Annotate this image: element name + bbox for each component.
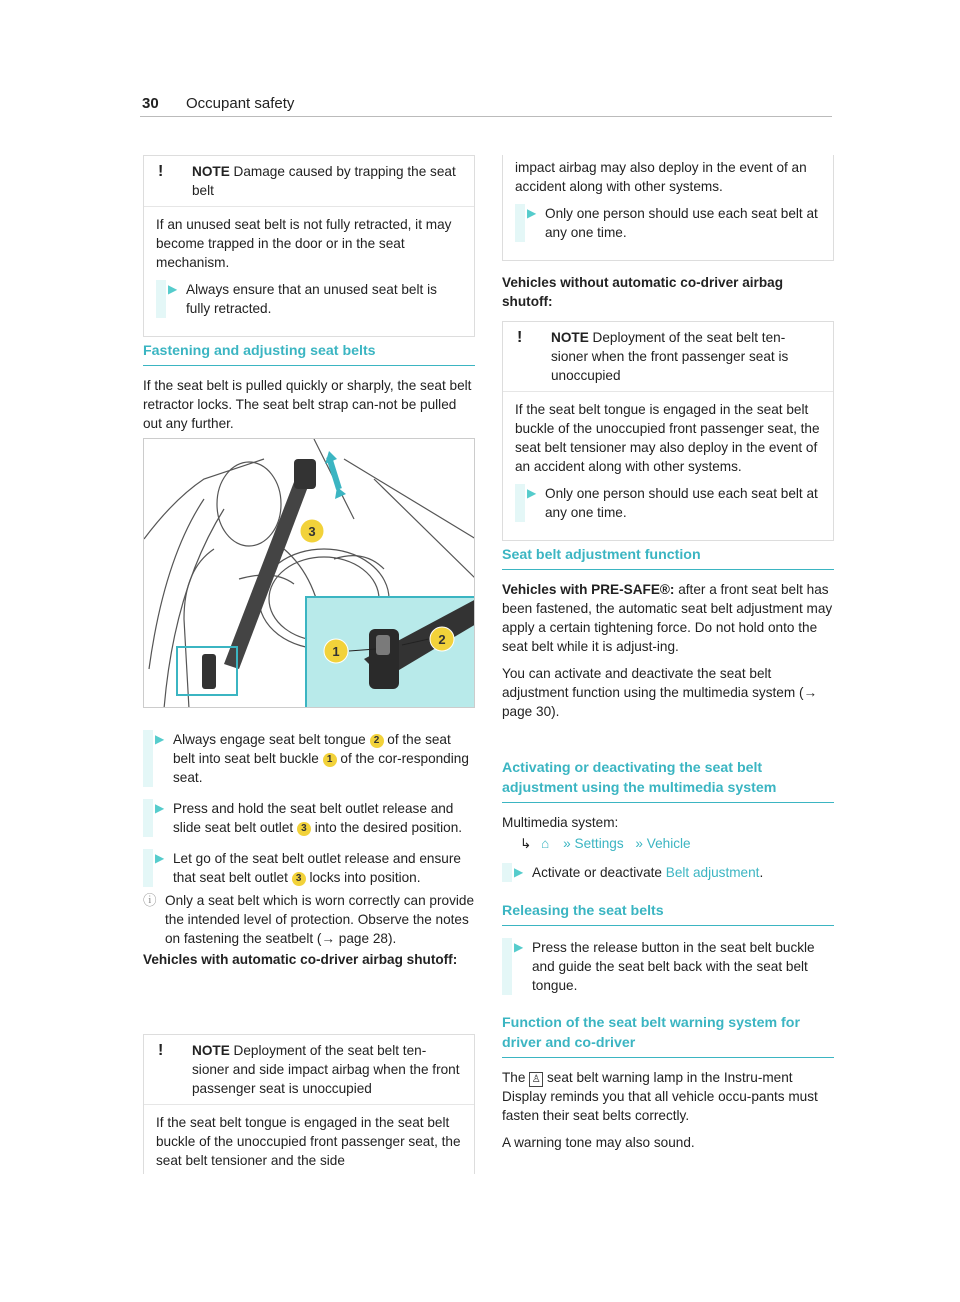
step-engage: ▶ Always engage seat belt tongue 2 of the seat belt into seat belt buckle 1 of the cor-responding seat. <box>143 730 475 787</box>
step: ▶ Only one person should use each seat belt at any one time. <box>515 484 821 522</box>
left-column <box>143 155 475 337</box>
home-icon[interactable]: ⌂ <box>541 836 550 851</box>
menu-vehicle[interactable]: Vehicle <box>646 836 691 851</box>
callout-2: 2 <box>438 632 446 647</box>
callout-3: 3 <box>308 524 316 539</box>
info-icon: ⓘ <box>143 893 157 908</box>
page-number: 30 <box>142 95 159 112</box>
callout-1: 1 <box>332 644 340 659</box>
note-body: If the seat belt tongue is engaged in the seat belt buckle of the unoccupied front passenger seat, the seat belt tensioner and the side <box>156 1115 461 1168</box>
note-body: If an unused seat belt is not fully retracted, it may become trapped in the door or in the seat mechanism. <box>156 217 452 270</box>
corner-arrow-icon: ↳ <box>520 836 532 851</box>
intro-paragraph: If the seat belt is pulled quickly or sharply, the seat belt retractor locks. The seat belt strap can-not be pulled out any further. <box>143 378 472 431</box>
note-label: NOTE <box>192 164 230 179</box>
play-arrow-icon: ▶ <box>527 206 537 220</box>
step-activate: ▶ Activate or deactivate Belt adjustment. <box>502 863 834 882</box>
right-column <box>502 155 834 541</box>
play-arrow-icon: ▶ <box>155 851 165 865</box>
play-arrow-icon: ▶ <box>514 940 524 954</box>
note-heading: Damage caused by trapping the seat belt <box>192 164 456 198</box>
warning-icon: ! <box>517 329 523 346</box>
play-arrow-icon: ▶ <box>168 282 178 296</box>
chevrons-icon: » <box>635 836 643 851</box>
tip: ⓘ Only a seat belt which is worn correctly can provide the intended level of protection. Observe the notes on fastening the seatbelt (→ page 28). <box>143 893 475 946</box>
menu-path <box>502 834 834 853</box>
chevrons-icon: » <box>563 836 571 851</box>
step: ▶ Always ensure that an unused seat belt is fully retracted. <box>156 280 462 318</box>
note-deployment: ! NOTE Deployment of the seat belt ten-sioner and side impact airbag when the front passenger seat is unoccupied If the seat belt tongue is engaged in the seat belt buckle of the unoccupied front passenger seat, the seat belt tensioner and the side <box>143 1034 475 1174</box>
play-arrow-icon: ▶ <box>514 865 524 879</box>
belt-adjustment-link[interactable]: Belt adjustment <box>665 865 760 880</box>
note-continued: impact airbag may also deploy in the event of an accident along with other systems. ▶ Only one person should use each seat belt at any one time. <box>502 155 834 261</box>
note-trapping <box>143 155 475 337</box>
step-slide: ▶ Press and hold the seat belt outlet release and slide seat belt outlet 3 into the desired position. <box>143 799 475 837</box>
seat-belt-warning-icon: ♙ <box>529 1072 543 1087</box>
section-title: Fastening and adjusting seat belts <box>143 341 475 366</box>
menu-settings[interactable]: Settings <box>574 836 624 851</box>
step: ▶ Only one person should use each seat belt at any one time. <box>515 204 821 242</box>
note-tensioner: ! NOTE Deployment of the seat belt ten-sioner when the front passenger seat is unoccupied If the seat belt tongue is engaged in the seat belt buckle of the unoccupied front passenger seat, the seat belt tensioner may also deploy in the event of an accident along with other systems. ▶ Only one person should use each seat belt at any one time. <box>502 321 834 541</box>
play-arrow-icon: ▶ <box>155 732 165 746</box>
page-title: Occupant safety <box>186 95 295 112</box>
illustration-svg <box>144 439 475 708</box>
sub-heading: Vehicles without automatic co-driver airbag shutoff: <box>502 275 784 309</box>
step-release-belt: ▶ Press the release button in the seat belt buckle and guide the seat belt back with the seat belt tongue. <box>502 938 834 995</box>
seat-belt-illustration <box>143 438 475 708</box>
section-title: Seat belt adjustment function <box>502 545 834 570</box>
play-arrow-icon: ▶ <box>155 801 165 815</box>
section-title: Releasing the seat belts <box>502 901 834 926</box>
section-title: Activating or deactivating the seat belt adjustment using the multimedia system <box>502 758 834 803</box>
play-arrow-icon: ▶ <box>527 486 537 500</box>
step-release: ▶ Let go of the seat belt outlet release and ensure that seat belt outlet 3 locks into position. <box>143 849 475 887</box>
warning-icon: ! <box>158 1042 164 1059</box>
sub-heading: Vehicles with automatic co-driver airbag shutoff: <box>143 952 458 967</box>
header-rule <box>140 116 832 117</box>
section-title: Function of the seat belt warning system for driver and co-driver <box>502 1013 834 1058</box>
warning-icon: ! <box>158 163 164 180</box>
